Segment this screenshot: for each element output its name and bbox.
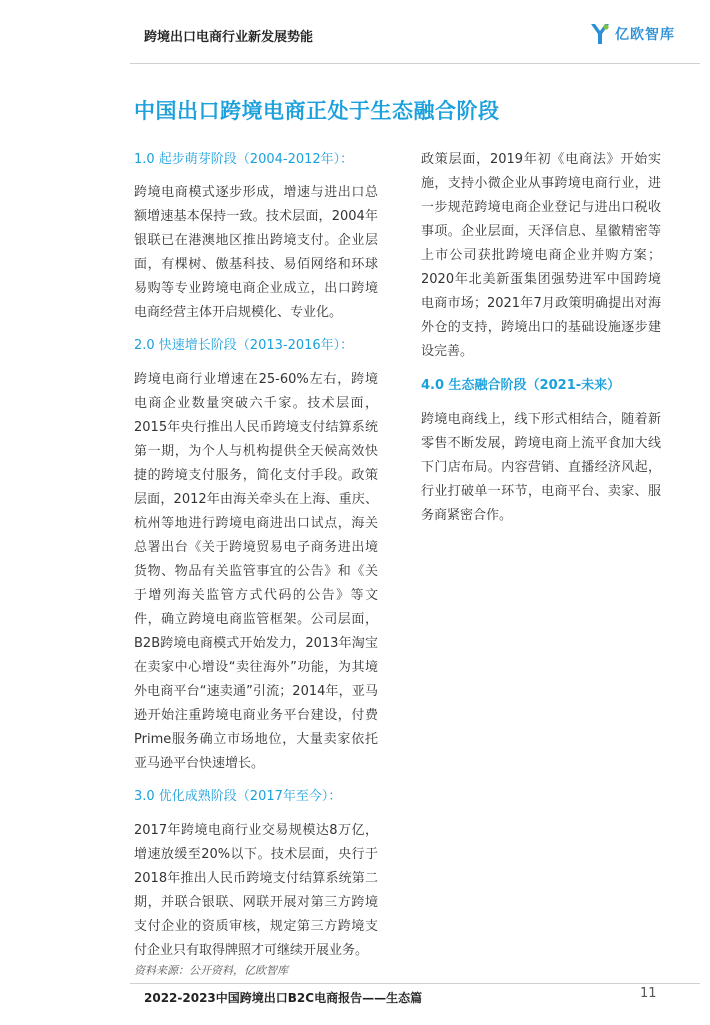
section-heading-4: 4.0 生态融合阶段（2021-未来） — [421, 378, 621, 393]
yiou-logo-icon — [589, 22, 611, 46]
section-heading-3: 3.0 优化成熟阶段（2017年至今）： — [134, 789, 342, 804]
page-title: 中国出口跨境电商正处于生态融合阶段 — [134, 99, 500, 123]
section-heading-1: 1.0 起步萌芽阶段（2004-2012年）： — [134, 152, 354, 167]
brand-logo — [589, 22, 675, 46]
source-note: 资料来源：公开资料，亿欧智库 — [134, 964, 288, 977]
section-heading-2: 2.0 快速增长阶段（2013-2016年）： — [134, 338, 354, 353]
right-column — [421, 148, 661, 528]
section-body-3: 2017年跨境电商行业交易规模达8万亿，增速放缓至20%以下。技术层面，央行于2018年推出人民币跨境支付结算系统第二期，并联合银联、网联开展对第三方跨境支付企业的资质审核，规定第三方跨境支付企业只有取得牌照才可继续开展业务。 — [134, 823, 378, 958]
section-body-2: 跨境电商行业增速在25-60%左右，跨境电商企业数量突破六千家。技术层面，2015年央行推出人民币跨境支付结算系统第一期，为个人与机构提供全天候高效快捷的跨境支付服务，简化支付手段。政策层面，2012年由海关牵头在上海、重庆、杭州等地进行跨境电商进出口试点，海关总署出台《关于跨境贸易电子商务进出境货物、物品有关监管事宜的公告》和《关于增列海关监管方式代码的公告》等文件，确立跨境电商监管框架。公司层面，B2B跨境电商模式开始发力，2013年淘宝在卖家中心增设“卖往海外”功能，为其境外电商平台“速卖通”引流；2014年，亚马逊开始注重跨境电商业务平台建设，付费Prime服务确立市场地位，大量卖家依托亚马逊平台快速增长。 — [134, 372, 378, 771]
header-title: 跨境出口电商行业新发展势能 — [144, 30, 314, 45]
section-body-4: 跨境电商线上，线下形式相结合，随着新零售不断发展，跨境电商上流平食加大线下门店布局。内容营销、直播经济风起，行业打破单一环节，电商平台、卖家、服务商紧密合作。 — [421, 412, 661, 523]
section-body-1: 跨境电商模式逐步形成，增速与进出口总额增速基本保持一致。技术层面，2004年银联已在港澳地区推出跨境支付。企业层面，有棵树、傲基科技、易佰网络和环球易购等专业跨境电商企业成立，出口跨境电商经营主体开启规模化、专业化。 — [134, 185, 378, 320]
footer-report-title: 2022-2023中国跨境出口B2C电商报告——生态篇 — [144, 991, 423, 1005]
logo-text: 亿欧智库 — [615, 27, 675, 43]
footer-divider — [130, 983, 700, 984]
page-number: 11 — [640, 986, 657, 1001]
left-column — [134, 148, 378, 963]
header-divider — [130, 63, 700, 64]
section-body-3-continued: 政策层面，2019年初《电商法》开始实施，支持小微企业从事跨境电商行业，进一步规范跨境电商企业登记与进出口税收事项。企业层面，天泽信息、星徽精密等上市公司获批跨境电商企业并购方案；2020年北美新蛋集团强势进军中国跨境电商市场；2021年7月政策明确提出对海外仓的支持，跨境出口的基础设施逐步建设完善。 — [421, 152, 661, 359]
